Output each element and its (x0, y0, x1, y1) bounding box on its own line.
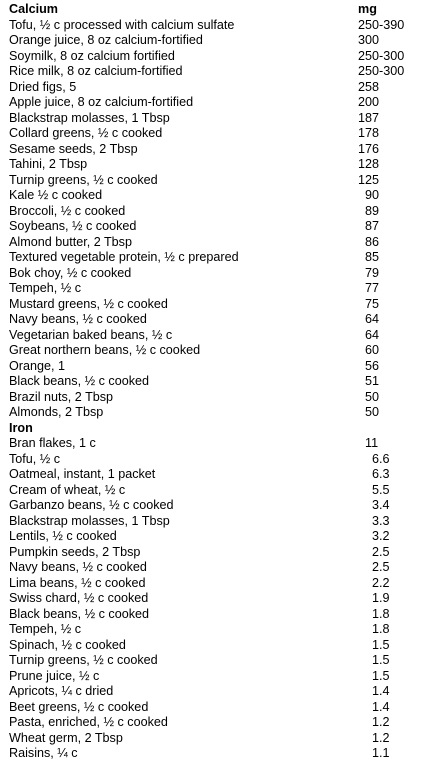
table-row (0, 638, 433, 654)
food-name: Sesame seeds, 2 Tbsp (9, 141, 138, 156)
table-row (0, 49, 433, 65)
mg-value: 200 (358, 95, 380, 109)
mg-value: 90 (365, 188, 380, 202)
food-name: Spinach, ½ c cooked (9, 637, 126, 652)
table-row (0, 669, 433, 685)
food-name: Soymilk, 8 oz calcium fortified (9, 48, 175, 63)
mg-value: 89 (365, 203, 380, 218)
food-name: Great northern beans, ½ c cooked (9, 343, 201, 357)
table-row (0, 529, 433, 545)
mg-value: 6.3 (372, 467, 390, 481)
mg-value: 125 (358, 172, 380, 187)
food-name: Navy beans, ½ c cooked (9, 312, 147, 326)
mg-value: 3.3 (372, 513, 390, 528)
mg-value: 1.5 (372, 668, 390, 683)
table-row (0, 95, 433, 111)
table-row (0, 483, 433, 499)
food-name: Soybeans, ½ c cooked (9, 219, 137, 233)
food-name: Pasta, enriched, ½ c cooked (9, 715, 168, 729)
food-name: Mustard greens, ½ c cooked (9, 296, 168, 311)
food-name: Tofu, ½ c (9, 451, 61, 466)
food-name: Garbanzo beans, ½ c cooked (9, 498, 174, 512)
table-row (0, 591, 433, 607)
mg-value: 1.5 (372, 637, 390, 652)
mg-value: 250-300 (358, 64, 405, 78)
table-row (0, 64, 433, 80)
food-name: Almonds, 2 Tbsp (9, 405, 104, 419)
food-name: Broccoli, ½ c cooked (9, 203, 126, 218)
food-name: Bran flakes, 1 c (9, 436, 96, 450)
food-name: Apple juice, 8 oz calcium-fortified (9, 95, 194, 109)
mg-value: 3.2 (372, 529, 390, 543)
food-name: Tahini, 2 Tbsp (9, 157, 88, 171)
table-row (0, 498, 433, 514)
table-row (0, 731, 433, 747)
food-name: Rice milk, 8 oz calcium-fortified (9, 64, 183, 78)
table-row (0, 142, 433, 158)
food-name: Blackstrap molasses, 1 Tbsp (9, 513, 170, 528)
mg-value: 2.5 (372, 560, 390, 574)
table-row (0, 545, 433, 561)
food-name: Lima beans, ½ c cooked (9, 575, 146, 590)
mg-value: 86 (365, 234, 380, 249)
mg-value: 56 (365, 358, 380, 373)
mg-value: 128 (358, 157, 380, 171)
food-name: Almond butter, 2 Tbsp (9, 234, 132, 249)
table-row (0, 390, 433, 406)
table-row (0, 746, 433, 762)
food-name: Prune juice, ½ c (9, 668, 100, 683)
mg-value: 178 (358, 126, 380, 140)
table-row (0, 343, 433, 359)
mg-value: 1.4 (372, 699, 390, 714)
food-name: Swiss chard, ½ c cooked (9, 591, 149, 605)
food-name: Textured vegetable protein, ½ c prepared (9, 250, 239, 264)
table-row (0, 607, 433, 623)
nutrient-table (0, 2, 433, 762)
food-name: Pumpkin seeds, 2 Tbsp (9, 544, 141, 559)
food-name: Dried figs, 5 (9, 79, 77, 94)
table-row (0, 312, 433, 328)
table-row (0, 188, 433, 204)
mg-value: 1.1 (372, 746, 390, 760)
mg-value: 1.2 (372, 730, 390, 745)
table-row (0, 281, 433, 297)
table-row (0, 715, 433, 731)
food-name: Turnip greens, ½ c cooked (9, 172, 158, 187)
table-row (0, 157, 433, 173)
food-name: Raisins, ¼ c (9, 746, 78, 760)
mg-value: 60 (365, 343, 380, 357)
unit-column-header: mg (358, 2, 377, 16)
mg-value: 1.5 (372, 653, 390, 667)
table-row (0, 700, 433, 716)
food-name: Black beans, ½ c cooked (9, 606, 150, 621)
food-name: Turnip greens, ½ c cooked (9, 653, 158, 667)
table-row (0, 576, 433, 592)
mg-value: 64 (365, 312, 380, 326)
table-row (0, 33, 433, 49)
mg-value: 250-390 (358, 17, 405, 32)
table-row (0, 250, 433, 266)
food-name: Collard greens, ½ c cooked (9, 126, 163, 140)
food-name: Vegetarian baked beans, ½ c (9, 327, 173, 342)
mg-value: 1.8 (372, 622, 390, 636)
calcium-list (0, 18, 433, 421)
calcium-header-row (0, 2, 433, 18)
food-name: Oatmeal, instant, 1 packet (9, 467, 156, 481)
mg-value: 6.6 (372, 451, 390, 466)
table-row (0, 684, 433, 700)
food-name: Apricots, ¼ c dried (9, 684, 114, 698)
food-name: Blackstrap molasses, 1 Tbsp (9, 110, 170, 125)
table-row (0, 452, 433, 468)
food-name: Brazil nuts, 2 Tbsp (9, 389, 114, 404)
mg-value: 1.9 (372, 591, 390, 605)
mg-value: 50 (365, 389, 380, 404)
table-row (0, 297, 433, 313)
mg-value: 87 (365, 219, 380, 233)
food-name: Kale ½ c cooked (9, 188, 103, 202)
food-name: Navy beans, ½ c cooked (9, 560, 147, 574)
mg-value: 258 (358, 79, 380, 94)
food-name: Beet greens, ½ c cooked (9, 699, 149, 714)
food-name: Orange, 1 (9, 358, 66, 373)
food-name: Orange juice, 8 oz calcium-fortified (9, 33, 203, 47)
table-row (0, 173, 433, 189)
table-row (0, 374, 433, 390)
food-name: Bok choy, ½ c cooked (9, 265, 132, 280)
table-row (0, 204, 433, 220)
mg-value: 300 (358, 33, 380, 47)
mg-value: 1.4 (372, 684, 390, 698)
table-row (0, 266, 433, 282)
mg-value: 176 (358, 141, 380, 156)
table-row (0, 80, 433, 96)
mg-value: 187 (358, 110, 380, 125)
food-name: Tempeh, ½ c (9, 622, 82, 636)
table-row (0, 467, 433, 483)
mg-value: 5.5 (372, 482, 390, 497)
mg-value: 64 (365, 327, 380, 342)
mg-value: 75 (365, 296, 380, 311)
iron-list (0, 436, 433, 762)
mg-value: 79 (365, 265, 380, 280)
mg-value: 2.2 (372, 575, 390, 590)
table-row (0, 18, 433, 34)
food-name: Tempeh, ½ c (9, 281, 82, 295)
mg-value: 11 (365, 436, 379, 450)
table-row (0, 219, 433, 235)
mg-value: 77 (365, 281, 380, 295)
table-row (0, 622, 433, 638)
table-row (0, 359, 433, 375)
food-name: Tofu, ½ c processed with calcium sulfate (9, 17, 235, 32)
mg-value: 1.2 (372, 715, 390, 729)
iron-section-header: Iron (9, 420, 33, 435)
table-row (0, 111, 433, 127)
table-row (0, 653, 433, 669)
table-row (0, 405, 433, 421)
table-row (0, 126, 433, 142)
food-name: Black beans, ½ c cooked (9, 374, 150, 388)
mg-value: 3.4 (372, 498, 390, 512)
table-row (0, 436, 433, 452)
food-name: Wheat germ, 2 Tbsp (9, 730, 123, 745)
mg-value: 50 (365, 405, 380, 419)
iron-header-row (0, 421, 433, 437)
mg-value: 51 (365, 374, 380, 388)
mg-value: 2.5 (372, 544, 390, 559)
table-row (0, 514, 433, 530)
table-row (0, 235, 433, 251)
calcium-section-header: Calcium (9, 2, 58, 16)
mg-value: 85 (365, 250, 380, 264)
mg-value: 1.8 (372, 606, 390, 621)
food-name: Cream of wheat, ½ c (9, 482, 126, 497)
table-row (0, 560, 433, 576)
mg-value: 250-300 (358, 48, 405, 63)
food-name: Lentils, ½ c cooked (9, 529, 117, 543)
table-row (0, 328, 433, 344)
